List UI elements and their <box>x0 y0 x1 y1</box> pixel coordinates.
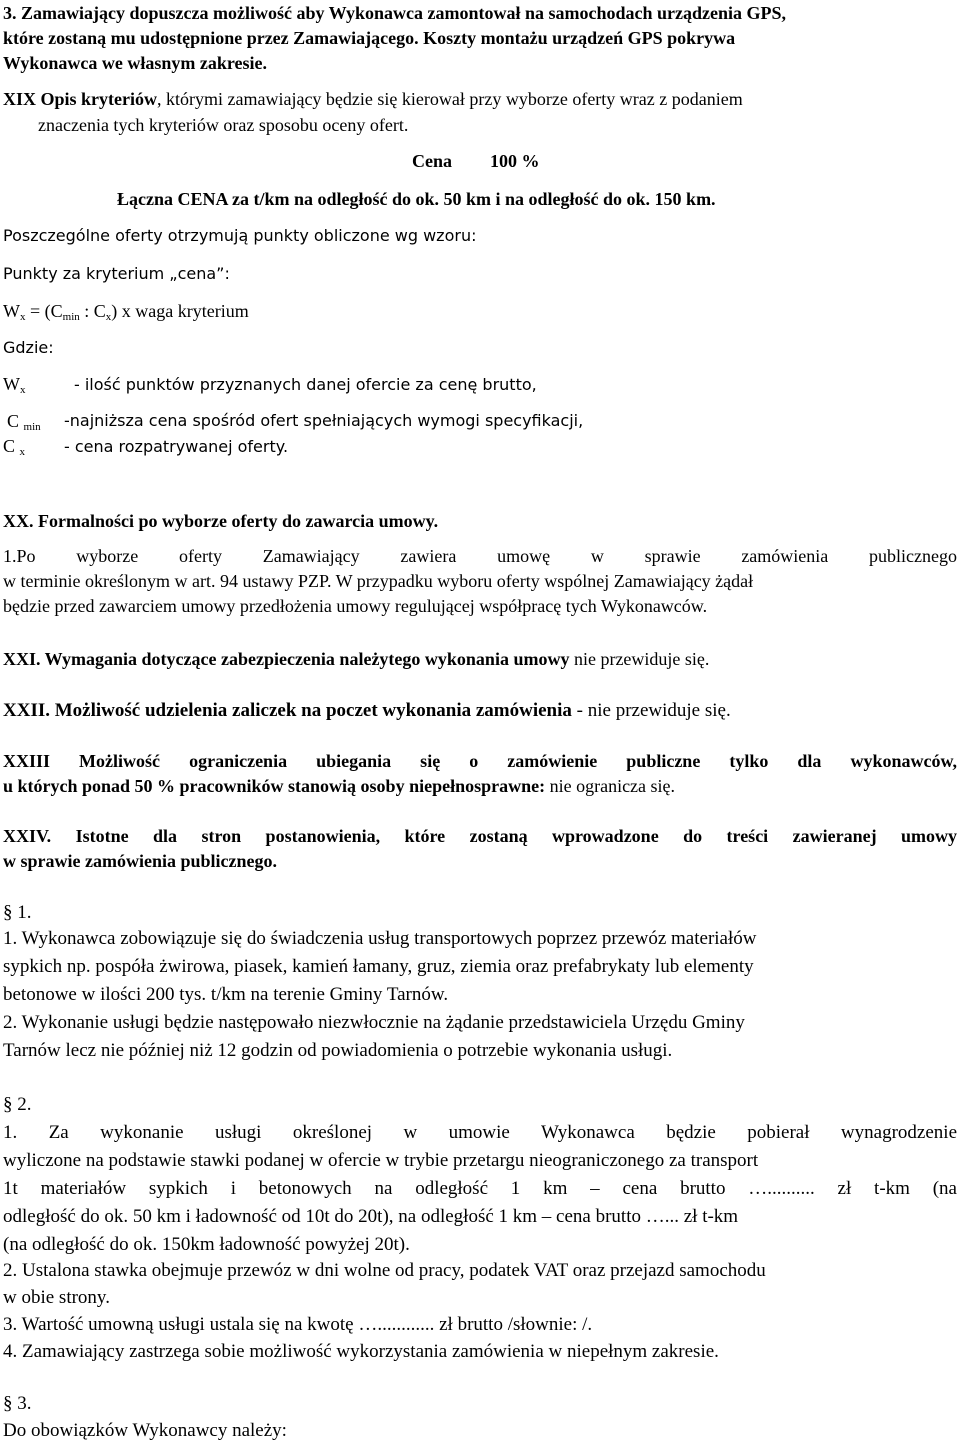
par2-line-7: w obie strony. <box>3 1287 110 1308</box>
def-cmin-sub: min <box>23 421 41 433</box>
par1-line-2: sypkich np. pospóła żwirowa, piasek, kamień łamany, gruz, ziemia oraz prefabrykaty lub elementy <box>3 956 754 977</box>
def-cx-symbol: C $_x$ <box>3 436 26 458</box>
formula-eq: = (C <box>25 301 63 321</box>
par2-mark: § 2. <box>3 1094 32 1115</box>
xxii-line <box>3 700 731 722</box>
def-w-sub: x <box>20 384 26 396</box>
criterion-line: Punkty za kryterium „cena”: <box>3 264 230 283</box>
xxi-heading: XXI. Wymagania dotyczące zabezpieczenia należytego wykonania umowy <box>3 649 570 669</box>
formula-colon: : C <box>79 301 106 321</box>
xix-heading-line-2: znaczenia tych kryteriów oraz sposobu oceny ofert. <box>38 115 409 135</box>
par1-line-3: betonowe w ilości 200 tys. t/km na terenie Gminy Tarnów. <box>3 984 449 1005</box>
xxii-tail: - nie przewiduje się. <box>571 700 731 721</box>
formula-min-sub: min <box>62 311 80 323</box>
xxiv-line-2: w sprawie zamówienia publicznego. <box>3 851 277 871</box>
points-intro: Poszczególne oferty otrzymują punkty obliczone wg wzoru: <box>3 226 477 245</box>
par2-line-2: wyliczone na podstawie stawki podanej w ofercie w trybie przetargu nieograniczonego za transport <box>3 1150 759 1171</box>
formula-w: W <box>3 301 20 321</box>
par2-line-3: 1t materiałów sypkich i betonowych na odległość 1 km – cena brutto ….......... zł t-km (na <box>3 1178 957 1199</box>
par2-line-5: (na odległość do ok. 150km ładowność powyżej 20t). <box>3 1234 410 1255</box>
xxi-tail: nie przewiduje się. <box>569 649 710 669</box>
s3-line-3: Wykonawca we własnym zakresie. <box>3 53 267 73</box>
xxiii-line-2-bold: u których ponad 50 % pracowników stanowią osoby niepełnosprawne: <box>3 776 546 796</box>
xxiv-line-1: XXIV. Istotne dla stron postanowienia, które zostaną wprowadzone do treści zawieranej umowy <box>3 826 957 846</box>
s3-line-1: 3. Zamawiający dopuszcza możliwość aby Wykonawca zamontował na samochodach urządzenia GPS, <box>3 3 786 23</box>
def-cmin-symbol: C $_{min}$ <box>7 411 41 433</box>
par1-line-5: Tarnów lecz nie później niż 12 godzin od powiadomienia o potrzebie wykonania usługi. <box>3 1040 673 1061</box>
par2-line-6: 2. Ustalona stawka obejmuje przewóz w dni wolne od pracy, podatek VAT oraz przejazd samochodu <box>3 1260 766 1281</box>
def-w-text: - ilość punktów przyznanych danej ofercie za cenę brutto, <box>74 375 537 394</box>
par2-line-4: odległość do ok. 50 km i ładowność od 10t do 20t), na odległość 1 km – cena brutto …... zł t-km <box>3 1206 739 1227</box>
par1-line-4: 2. Wykonanie usługi będzie następowało niezwłocznie na żądanie przedstawiciela Urzędu Gminy <box>3 1012 745 1033</box>
xix-heading <box>3 88 743 110</box>
par2-line-8: 3. Wartość umowną usługi ustala się na kwotę …............ zł brutto /słownie: /. <box>3 1314 593 1335</box>
xxi-line <box>3 648 709 670</box>
xix-heading-rest: , którymi zamawiający będzie się kierował przy wyborze oferty wraz z podaniem <box>157 89 743 109</box>
def-cx-sub: x <box>19 446 26 458</box>
def-w-letter: W <box>3 374 20 394</box>
def-cx-text: - cena rozpatrywanej oferty. <box>64 437 289 456</box>
par2-line-9: 4. Zamawiający zastrzega sobie możliwość wykorzystania zamówienia w niepełnym zakresie. <box>3 1341 719 1362</box>
gdzie-label: Gdzie: <box>3 338 54 357</box>
xx-line-2: w terminie określonym w art. 94 ustawy PZP. W przypadku wyboru oferty wspólnej Zamawiający żądał <box>3 571 754 591</box>
formula-close: ) x waga kryterium <box>111 301 249 321</box>
s3-line-2: które zostaną mu udostępnione przez Zamawiającego. Koszty montażu urządzeń GPS pokrywa <box>3 28 736 48</box>
def-cmin-text: -najniższa cena spośród ofert spełniających wymogi specyfikacji, <box>64 411 584 430</box>
total-cena-line: Łączna CENA za t/km na odległość do ok. 50 km i na odległość do ok. 150 km. <box>117 189 716 209</box>
xx-line-1: 1.Po wyborze oferty Zamawiający zawiera umowę w sprawie zamówienia publicznego <box>3 546 957 566</box>
xxiii-line-1: XXIII Możliwość ograniczenia ubiegania się o zamówienie publiczne tylko dla wykonawców, <box>3 751 957 771</box>
par3-mark: § 3. <box>3 1393 32 1414</box>
par3-line-1: Do obowiązków Wykonawcy należy: <box>3 1420 287 1441</box>
xxiii-line-2-tail: nie ogranicza się. <box>545 776 676 796</box>
xix-heading-bold: XIX Opis kryteriów <box>3 89 157 109</box>
xx-line-3: będzie przed zawarciem umowy przedłożenia umowy regulującej współpracę tych Wykonawców. <box>3 596 708 616</box>
xxiii-line-2 <box>3 775 675 797</box>
par2-line-1: 1. Za wykonanie usługi określonej w umowie Wykonawca będzie pobierał wynagrodzenie <box>3 1122 957 1143</box>
par1-line-1: 1. Wykonawca zobowiązuje się do świadczenia usług transportowych poprzez przewóz materiałów <box>3 928 757 949</box>
formula <box>3 300 249 328</box>
cena-value: 100 % <box>490 151 540 171</box>
formula-x-sub: x <box>20 311 26 323</box>
def-w-symbol <box>3 373 26 401</box>
formula-x-sub-2: x <box>105 311 112 323</box>
xx-heading: XX. Formalności po wyborze oferty do zawarcia umowy. <box>3 511 439 531</box>
xxii-heading: XXII. Możliwość udzielenia zaliczek na poczet wykonania zamówienia <box>3 700 572 721</box>
par1-mark: § 1. <box>3 902 32 923</box>
cena-label: Cena <box>412 151 452 171</box>
